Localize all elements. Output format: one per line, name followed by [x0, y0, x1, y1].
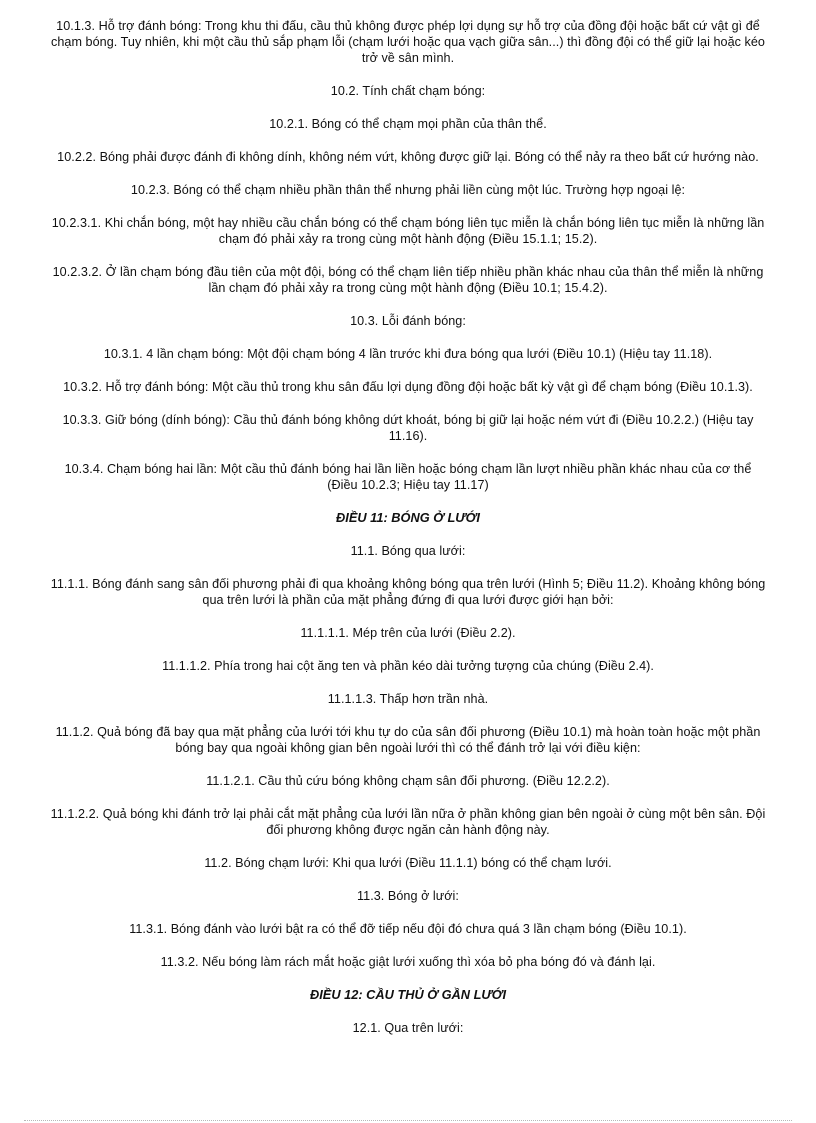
document-body — [50, 18, 766, 1053]
rule-10-2-3-1: 10.2.3.1. Khi chắn bóng, một hay nhiều cầu chắn bóng có thể chạm bóng liên tục miễn là chắn bóng liên tục miễn là những lần chạm đó phải xảy ra trong cùng một hành động (Điều 15.1.1; 15.2). — [51, 216, 765, 246]
rule-10-2-3-2: 10.2.3.2. Ở lần chạm bóng đầu tiên của một đội, bóng có thể chạm liên tiếp nhiều phần khác nhau của thân thể miễn là những lần chạm đó phải xảy ra trong cùng một hành động (Điều 10.1; 15.4.2). — [52, 265, 764, 295]
article-12-heading: ĐIỀU 12: CẦU THỦ Ở GẦN LƯỚI — [309, 987, 506, 1002]
rule-10-2-3: 10.2.3. Bóng có thể chạm nhiều phần thân thể nhưng phải liền cùng một lúc. Trường hợp ngoại lệ: — [130, 183, 686, 197]
rule-11-2: 11.2. Bóng chạm lưới: Khi qua lưới (Điều 11.1.1) bóng có thể chạm lưới. — [204, 856, 612, 870]
rule-10-3-2: 10.3.2. Hỗ trợ đánh bóng: Một cầu thủ trong khu sân đấu lợi dụng đồng đội hoặc bất kỳ vật gì để chạm bóng (Điều 10.1.3). — [63, 380, 753, 394]
rule-10-1-3: 10.1.3. Hỗ trợ đánh bóng: Trong khu thi đấu, cầu thủ không được phép lợi dụng sự hỗ trợ của đồng đội hoặc bất cứ vật gì để chạm bóng. Tuy nhiên, khi một cầu thủ sắp phạm lỗi (chạm lưới hoặc qua vạch giữa sân...) thì đồng đội có thể giữ lại hoặc kéo trở về sân mình. — [51, 19, 765, 65]
rule-11-1-1-3: 11.1.1.3. Thấp hơn trần nhà. — [327, 692, 489, 706]
article-11-heading: ĐIỀU 11: BÓNG Ở LƯỚI — [336, 510, 480, 525]
rule-11-1-1: 11.1.1. Bóng đánh sang sân đối phương phải đi qua khoảng không bóng qua trên lưới (Hình 5; Điều 11.2). Khoảng không bóng qua trên lưới là phần của mặt phẳng đứng đi qua lưới được giới hạn bởi: — [50, 577, 766, 607]
rule-11-1: 11.1. Bóng qua lưới: — [350, 544, 466, 558]
rule-11-1-2-2: 11.1.2.2. Quả bóng khi đánh trở lại phải cắt mặt phẳng của lưới lần nữa ở phần không gian bên ngoài ở cùng một bên sân. Đội đối phương không được ngăn cản hành động này. — [50, 807, 766, 837]
rule-11-1-2-1: 11.1.2.1. Cầu thủ cứu bóng không chạm sân đối phương. (Điều 12.2.2). — [206, 774, 610, 788]
rule-10-3: 10.3. Lỗi đánh bóng: — [350, 314, 466, 328]
page-bottom-divider — [24, 1120, 792, 1121]
rule-10-2-2: 10.2.2. Bóng phải được đánh đi không dính, không ném vứt, không được giữ lại. Bóng có thể nảy ra theo bất cứ hướng nào. — [57, 150, 759, 164]
rule-11-1-1-1: 11.1.1.1. Mép trên của lưới (Điều 2.2). — [300, 626, 516, 640]
rule-11-3-1: 11.3.1. Bóng đánh vào lưới bật ra có thể đỡ tiếp nếu đội đó chưa quá 3 lần chạm bóng (Điều 10.1). — [129, 922, 687, 936]
rule-10-2-1: 10.2.1. Bóng có thể chạm mọi phần của thân thể. — [269, 117, 547, 131]
rule-10-3-4: 10.3.4. Chạm bóng hai lần: Một cầu thủ đánh bóng hai lần liền hoặc bóng chạm lần lượt nhiều phần khác nhau của cơ thể (Điều 10.2.3; Hiệu tay 11.17) — [64, 462, 752, 492]
rule-10-2: 10.2. Tính chất chạm bóng: — [330, 84, 486, 98]
rule-10-3-1: 10.3.1. 4 lần chạm bóng: Một đội chạm bóng 4 lần trước khi đưa bóng qua lưới (Điều 10.1) (Hiệu tay 11.18). — [103, 347, 713, 361]
rule-11-1-2: 11.1.2. Quả bóng đã bay qua mặt phẳng của lưới tới khu tự do của sân đối phương (Điều 10.1) mà hoàn toàn hoặc một phần bóng bay qua ngoài không gian bên ngoài lưới thì có thể đánh trở lại với điều kiện: — [55, 725, 761, 755]
rule-12-1: 12.1. Qua trên lưới: — [352, 1021, 464, 1035]
rule-10-3-3: 10.3.3. Giữ bóng (dính bóng): Cầu thủ đánh bóng không dứt khoát, bóng bị giữ lại hoặc ném vứt đi (Điều 10.2.2.) (Hiệu tay 11.16). — [62, 413, 754, 443]
rule-11-1-1-2: 11.1.1.2. Phía trong hai cột ăng ten và phần kéo dài tưởng tượng của chúng (Điều 2.4). — [162, 659, 654, 673]
rule-11-3-2: 11.3.2. Nếu bóng làm rách mắt hoặc giật lưới xuống thì xóa bỏ pha bóng đó và đánh lại. — [160, 955, 656, 969]
rule-11-3: 11.3. Bóng ở lưới: — [357, 889, 459, 903]
